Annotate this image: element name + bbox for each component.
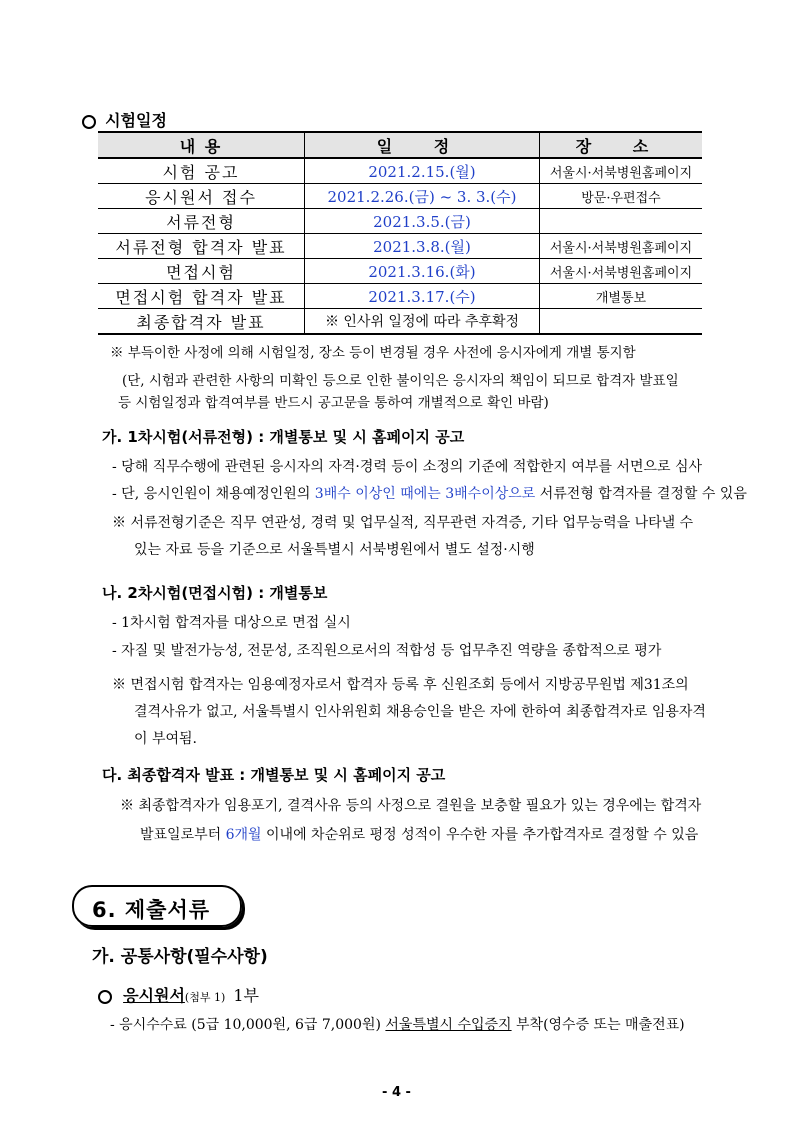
table-row [98,234,702,259]
copy-count: 1부 [233,986,259,1005]
table-row [98,209,702,234]
common-items-heading: 가. 공통사항(필수사항) [92,947,268,967]
first-exam-line-3b: 있는 자료 등을 기준으로 서울특별시 서북병원에서 별도 설정·시행 [134,542,535,558]
circle-bullet-icon [82,115,96,129]
application-form-item [98,983,259,1006]
table-row [98,259,702,284]
row-item: 시험 공고 [98,158,305,184]
row-date: 2021.2.15.(월) [305,158,540,184]
second-exam-line-2: - 자질 및 발전가능성, 전문성, 조직원으로서의 적합성 등 업무추진 역량을 종합적으로 평가 [112,643,662,659]
second-exam-line-3c: 이 부여됨. [134,731,197,747]
schedule-note-1: ※ 부득이한 사정에 의해 시험일정, 장소 등이 변경될 경우 사전에 응시자에게 개별 통지함 [110,345,636,361]
final-heading: 다. 최종합격자 발표 : 개별통보 및 시 홈페이지 공고 [102,766,446,784]
revenue-stamp-text: 서울특별시 수입증지 [385,1017,512,1033]
second-exam-line-3a: ※ 면접시험 합격자는 임용예정자로서 합격자 등록 후 신원조회 등에서 지방공무원법 제31조의 [112,677,689,693]
first-exam-heading: 가. 1차시험(서류전형) : 개별통보 및 시 홈페이지 공고 [102,428,465,446]
row-item: 최종합격자 발표 [98,309,305,335]
page-number: - 4 - [382,1085,411,1100]
header-content: 내 용 [98,132,305,158]
row-item: 면접시험 [98,259,305,284]
schedule-note-2a: (단, 시험과 관련한 사항의 미확인 등으로 인한 불이익은 응시자의 책임이 되므로 합격자 발표일 [122,373,679,389]
table-row [98,309,702,335]
final-line-2: 발표일로부터 6개월 이내에 차순위로 평정 성적이 우수한 자를 추가합격자로 결정할 수 있음 [140,827,699,843]
table-row [98,158,702,184]
first-exam-line-1: - 당해 직무수행에 관련된 응시자의 자격·경력 등이 소정의 기준에 적합한지 여부를 서면으로 심사 [112,459,703,475]
application-form-label: 응시원서 [123,986,185,1005]
first-exam-line-2: - 단, 응시인원이 채용예정인원의 3배수 이상인 때에는 3배수이상으로 서류전형 합격자를 결정할 수 있음 [112,486,747,502]
row-date: 2021.3.17.(수) [305,284,540,309]
second-exam-line-1: - 1차시험 합격자를 대상으로 면접 실시 [112,615,351,631]
attachment-note: (첨부 1) [184,991,226,1004]
row-place: 개별통보 [540,284,703,309]
row-place: 서울시·서북병원홈페이지 [540,158,703,184]
final-line-1: ※ 최종합격자가 임용포기, 결격사유 등의 사정으로 결원을 보충할 필요가 있는 경우에는 합격자 [120,798,702,814]
header-date: 일 정 [305,132,540,158]
row-date: ※ 인사위 일정에 따라 추후확정 [305,309,540,335]
schedule-section-title: 시험일정 [82,108,167,131]
row-place: 서울시·서북병원홈페이지 [540,234,703,259]
row-date: 2021.3.8.(월) [305,234,540,259]
schedule-table [98,131,702,335]
row-place [540,309,703,335]
highlight-text: 6개월 [225,827,262,843]
section-6-title-badge: 6. 제출서류 [72,885,242,927]
row-place [540,209,703,234]
row-item: 면접시험 합격자 발표 [98,284,305,309]
schedule-note-2b: 등 시험일정과 합격여부를 반드시 공고문을 통하여 개별적으로 확인 바람) [118,395,549,411]
row-place: 방문·우편접수 [540,184,703,209]
row-date: 2021.3.16.(화) [305,259,540,284]
row-item: 서류전형 합격자 발표 [98,234,305,259]
second-exam-heading: 나. 2차시험(면접시험) : 개별통보 [102,584,328,602]
table-row [98,284,702,309]
row-item: 응시원서 접수 [98,184,305,209]
first-exam-line-3a: ※ 서류전형기준은 직무 연관성, 경력 및 업무실적, 직무관련 자격증, 기타 업무능력을 나타낼 수 [112,515,694,531]
header-place: 장 소 [540,132,703,158]
table-header-row [98,132,702,158]
highlight-text: 3배수 이상인 때에는 3배수이상으로 [314,486,536,502]
row-item: 서류전형 [98,209,305,234]
circle-bullet-icon [98,990,112,1004]
row-date: 2021.3.5.(금) [305,209,540,234]
table-row [98,184,702,209]
row-date: 2021.2.26.(금) ~ 3. 3.(수) [305,184,540,209]
fee-line: - 응시수수료 (5급 10,000원, 6급 7,000원) 서울특별시 수입증지 부착(영수증 또는 매출전표) [110,1017,685,1033]
row-place: 서울시·서북병원홈페이지 [540,259,703,284]
second-exam-line-3b: 결격사유가 없고, 서울특별시 인사위원회 채용승인을 받은 자에 한하여 최종합격자로 임용자격 [134,704,706,720]
